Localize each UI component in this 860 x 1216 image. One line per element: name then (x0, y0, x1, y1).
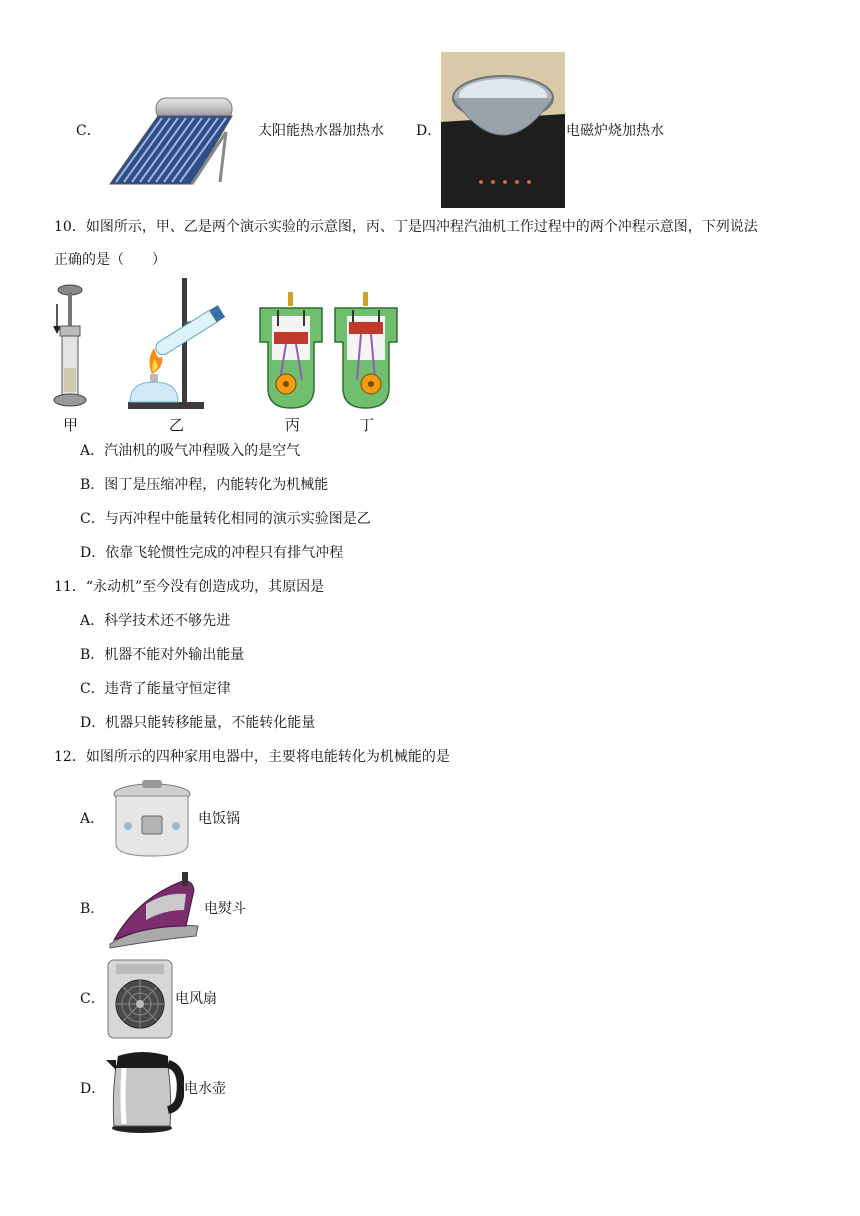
q9-option-d-text: 电磁炉烧加热水 (566, 123, 664, 139)
q9-option-c-text: 太阳能热水器加热水 (258, 123, 384, 139)
q12-option-b-letter: B． (80, 901, 105, 917)
q11-option-a: A．科学技术还不够先进 (80, 613, 231, 629)
q10-option-c: C．与丙冲程中能量转化相同的演示实验图是乙 (80, 511, 371, 527)
q12-option-c-letter: C． (80, 991, 105, 1007)
electric-iron-image (106, 870, 202, 950)
caption-bing: 丙 (285, 416, 301, 434)
q11-option-c: C．违背了能量守恒定律 (80, 681, 231, 697)
q10-stem-line1: 10．如图所示，甲、乙是两个演示实验的示意图，丙、丁是四冲程汽油机工作过程中的两个冲程示意图，下列说法 (54, 219, 758, 235)
engine-stroke-ding-image (331, 292, 401, 412)
q12-option-d-letter: D． (80, 1081, 106, 1097)
q10-option-b: B．图丁是压缩冲程，内能转化为机械能 (80, 477, 329, 493)
induction-cooker-image (441, 52, 565, 208)
test-tube-heating-image (124, 278, 240, 412)
q12-option-a-text: 电饭锅 (198, 811, 240, 827)
caption-yi: 乙 (169, 416, 185, 434)
caption-ding: 丁 (359, 416, 375, 434)
q12-option-b-text: 电熨斗 (204, 901, 246, 917)
q10-option-a: A．汽油机的吸气冲程吸入的是空气 (80, 443, 301, 459)
q12-stem: 12．如图所示的四种家用电器中，主要将电能转化为机械能的是 (54, 749, 450, 765)
q11-option-d: D．机器只能转移能量，不能转化能量 (80, 715, 316, 731)
electric-kettle-image (104, 1046, 184, 1134)
q10-option-d: D．依靠飞轮惯性完成的冲程只有排气冲程 (80, 545, 344, 561)
q12-option-c-text: 电风扇 (175, 991, 217, 1007)
q10-stem-line2: 正确的是（ ） (54, 252, 166, 268)
air-compression-apparatus-image (50, 282, 90, 412)
q9-option-d-letter: D． (416, 123, 442, 139)
q11-option-b: B．机器不能对外输出能量 (80, 647, 245, 663)
electric-fan-image (106, 958, 174, 1042)
q12-option-d-text: 电水壶 (184, 1081, 226, 1097)
q11-stem: 11．“永动机”至今没有创造成功，其原因是 (54, 579, 325, 595)
rice-cooker-image (108, 780, 196, 860)
caption-jia: 甲 (63, 416, 79, 434)
q12-option-a-letter: A． (80, 811, 105, 827)
engine-stroke-bing-image (256, 292, 326, 412)
solar-water-heater-image (96, 92, 236, 188)
q9-option-c-letter: C． (76, 123, 101, 139)
